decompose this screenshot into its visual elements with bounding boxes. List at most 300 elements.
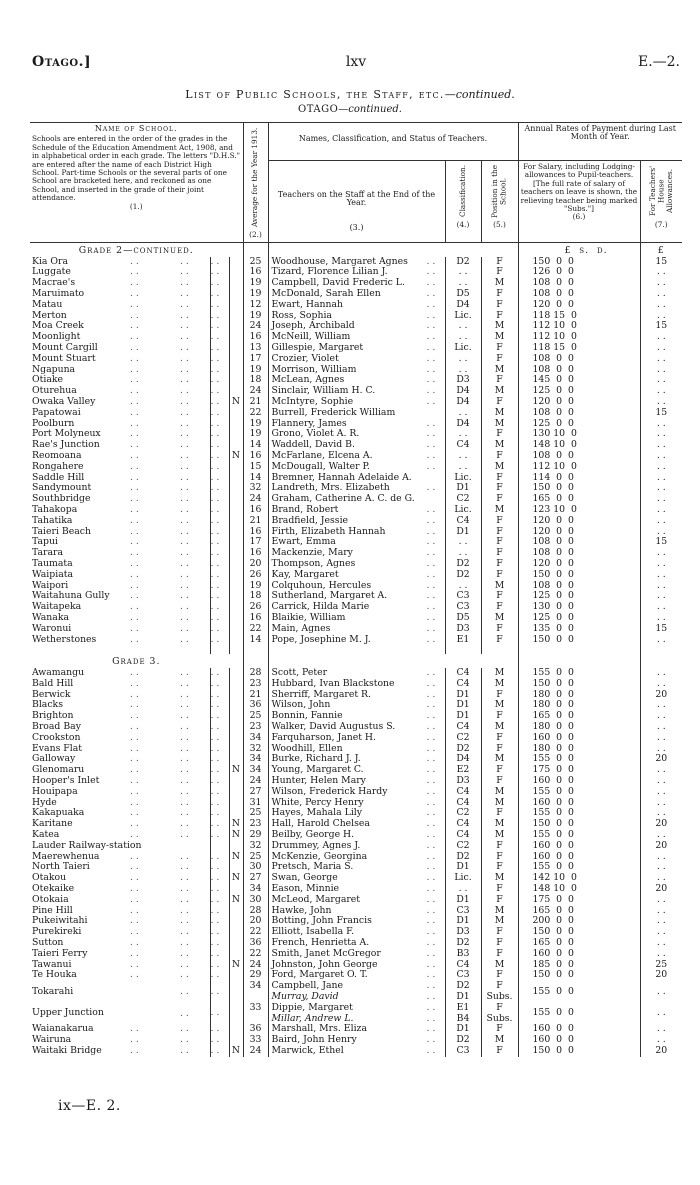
school-name-text: Macrae's: [32, 278, 76, 289]
leader-dots: . .: [130, 418, 139, 429]
school-name-text: Tahakopa: [32, 504, 78, 515]
school-name-text: Otekaike: [32, 884, 75, 895]
school-name-text: Wairuna: [32, 1035, 72, 1046]
position: F: [481, 1003, 518, 1014]
classification: . .: [445, 537, 481, 548]
teacher-name-text: Wilson, John: [271, 700, 331, 711]
leader-dots: . .: [426, 526, 436, 537]
leader-dots: . .: [426, 862, 436, 873]
teacher-name: [268, 852, 445, 863]
table-row: [30, 570, 682, 581]
school-marker: [229, 548, 243, 559]
table-row: [30, 267, 682, 278]
table-body: [30, 242, 682, 1056]
teacher-name-text: Botting, John Francis: [271, 916, 372, 927]
school-name: [30, 862, 210, 873]
salary: 165 0 0: [518, 906, 640, 917]
school-marker: [229, 440, 243, 451]
school-name-text: Te Houka: [32, 970, 77, 981]
school-name: [30, 386, 210, 397]
leader-dots: . .: [210, 906, 229, 917]
school-name: [30, 873, 210, 884]
leader-dots: . .: [180, 765, 189, 776]
house-allowance: 25: [640, 960, 682, 971]
leader-dots: . .: [426, 278, 436, 289]
leader-dots: . .: [426, 678, 436, 689]
leader-dots: . .: [130, 256, 139, 267]
average-attendance: 27: [243, 873, 268, 884]
classification: D4: [445, 754, 481, 765]
leader-dots: . .: [130, 299, 139, 310]
school-name-text: Katea: [32, 830, 60, 841]
leader-dots: . .: [426, 992, 436, 1002]
school-marker: [229, 949, 243, 960]
school-marker: [229, 981, 243, 1003]
leader-dots: . .: [210, 365, 229, 376]
leader-dots: . .: [210, 1003, 229, 1025]
leader-dots: . .: [210, 494, 229, 505]
salary: 160 0 0: [518, 798, 640, 809]
table-row: [30, 754, 682, 765]
leader-dots: . .: [180, 310, 189, 321]
salary: 126 0 0: [518, 267, 640, 278]
leader-dots: . .: [130, 634, 139, 645]
position: Subs.: [481, 992, 518, 1003]
average-attendance: 16: [243, 548, 268, 559]
school-name: [30, 711, 210, 722]
school-marker: [229, 754, 243, 765]
school-marker: [229, 884, 243, 895]
position: M: [481, 408, 518, 419]
position: M: [481, 873, 518, 884]
grade-heading-row: [30, 242, 682, 256]
classification: D4: [445, 397, 481, 408]
leader-dots: . .: [180, 634, 189, 645]
house-allowance: . .: [640, 668, 682, 679]
teacher-name-text: McNeill, William: [271, 332, 351, 343]
position: M: [481, 581, 518, 592]
leader-dots: . .: [210, 451, 229, 462]
leader-dots: . .: [210, 570, 229, 581]
school-name: [30, 744, 210, 755]
leader-dots: . .: [130, 884, 139, 895]
teacher-name: [268, 473, 445, 484]
teacher-name: [268, 257, 445, 268]
leader-dots: . .: [426, 959, 436, 970]
house-allowance: . .: [640, 798, 682, 809]
school-marker: [229, 722, 243, 733]
school-marker: [229, 1024, 243, 1035]
leader-dots: . .: [426, 1024, 436, 1035]
school-name-text: Blacks: [32, 700, 63, 711]
school-name: [30, 440, 210, 451]
salary: 150 0 0: [518, 257, 640, 268]
school-name-text: Houipapa: [32, 786, 78, 797]
classification: D1: [445, 862, 481, 873]
classification: C4: [445, 679, 481, 690]
classification: . .: [445, 278, 481, 289]
salary: 165 0 0: [518, 938, 640, 949]
page-footer: ix—E. 2.: [58, 1098, 121, 1114]
leader-dots: . .: [426, 938, 436, 949]
leader-dots: . .: [426, 711, 436, 722]
teacher-name-text: Kay, Margaret: [271, 569, 339, 580]
school-marker: N: [229, 1046, 243, 1057]
gap-cell: [30, 645, 210, 654]
average-attendance: 14: [243, 473, 268, 484]
classification: Lic.: [445, 311, 481, 322]
table-row: [30, 798, 682, 809]
salary: 185 0 0: [518, 960, 640, 971]
teacher-name-text: Pope, Josephine M. J.: [271, 634, 371, 645]
teacher-name-text: Carrick, Hilda Marie: [271, 602, 370, 613]
leader-dots: . .: [130, 894, 139, 905]
school-marker: [229, 591, 243, 602]
average-attendance: 25: [243, 852, 268, 863]
average-attendance: 32: [243, 483, 268, 494]
table-row: [30, 776, 682, 787]
table-row: [30, 852, 682, 863]
leader-dots: . .: [210, 257, 229, 268]
teacher-name: [268, 591, 445, 602]
school-name-text: Rae's Junction: [32, 440, 100, 451]
leader-dots: . .: [180, 948, 189, 959]
school-name: [30, 624, 210, 635]
position: F: [481, 289, 518, 300]
house-allowance: . .: [640, 559, 682, 570]
leader-dots: . .: [130, 407, 139, 418]
school-name: [30, 852, 210, 863]
school-name-text: Broad Bay: [32, 722, 81, 733]
leader-dots: . .: [210, 473, 229, 484]
school-name: [30, 321, 210, 332]
leader-dots: . .: [426, 504, 436, 515]
leader-dots: . .: [210, 548, 229, 559]
school-name-text: Tapui: [32, 537, 58, 548]
pounds-unit: £: [564, 244, 572, 256]
school-name: [30, 690, 210, 701]
leader-dots: . .: [130, 537, 139, 548]
leader-dots: . .: [426, 580, 436, 591]
school-name: [30, 559, 210, 570]
school-name-text: North Taieri: [32, 862, 90, 873]
teacher-name-text: Mackenzie, Mary: [271, 548, 353, 559]
position-column-header: Position in the School. (5.): [481, 161, 518, 243]
table-row: [30, 473, 682, 484]
leader-dots: . .: [210, 483, 229, 494]
teacher-name-text: Woodhill, Ellen: [271, 743, 343, 754]
average-attendance: 24: [243, 1046, 268, 1057]
teacher-name-text: McDougall, Walter P.: [271, 461, 370, 472]
leader-dots: . .: [180, 342, 189, 353]
average-attendance: 19: [243, 278, 268, 289]
house-allowance: . .: [640, 462, 682, 473]
school-name: [30, 1024, 210, 1035]
leader-dots: . .: [426, 1013, 436, 1024]
average-attendance: 19: [243, 365, 268, 376]
teacher-name: [268, 429, 445, 440]
house-allowance: . .: [640, 451, 682, 462]
classification: E1: [445, 1003, 481, 1014]
leader-dots: . .: [180, 754, 189, 765]
school-marker: [229, 841, 243, 852]
salary: 180 0 0: [518, 690, 640, 701]
salary: 108 0 0: [518, 278, 640, 289]
house-allowance: . .: [640, 744, 682, 755]
classification: D1: [445, 711, 481, 722]
leader-dots: . .: [130, 342, 139, 353]
house-allowance: . .: [640, 386, 682, 397]
teacher-name-text: Bonnin, Fannie: [271, 711, 343, 722]
average-attendance: 28: [243, 668, 268, 679]
school-name-text: Poolburn: [32, 418, 75, 429]
classification: C4: [445, 819, 481, 830]
salary: 160 0 0: [518, 1035, 640, 1046]
classification: C2: [445, 733, 481, 744]
table-row: [30, 278, 682, 289]
leader-dots: . .: [130, 916, 139, 927]
classification: C3: [445, 1046, 481, 1057]
classification: D3: [445, 927, 481, 938]
salary: 108 0 0: [518, 537, 640, 548]
classification: C4: [445, 722, 481, 733]
average-attendance: 15: [243, 462, 268, 473]
classification: D3: [445, 624, 481, 635]
leader-dots: . .: [180, 938, 189, 949]
school-marker: [229, 257, 243, 268]
school-name-text: Pukeiwitahi: [32, 916, 88, 927]
house-allowance: . .: [640, 527, 682, 538]
leader-dots: . .: [180, 602, 189, 613]
leader-dots: . .: [210, 591, 229, 602]
school-marker: [229, 386, 243, 397]
school-name: [30, 537, 210, 548]
table-row: [30, 690, 682, 701]
table-row: [30, 440, 682, 451]
leader-dots: . .: [210, 970, 229, 981]
teacher-name: [268, 624, 445, 635]
school-name: [30, 635, 210, 646]
school-name-text: Glenomaru: [32, 765, 85, 776]
school-name: [30, 960, 210, 971]
salary: 145 0 0: [518, 375, 640, 386]
table-row: [30, 429, 682, 440]
classification: C3: [445, 970, 481, 981]
leader-dots: . .: [130, 851, 139, 862]
teacher-name: [268, 830, 445, 841]
teacher-name: [268, 602, 445, 613]
table-row: [30, 332, 682, 343]
house-allowance: 15: [640, 624, 682, 635]
house-allowance: . .: [640, 808, 682, 819]
teacher-name: [268, 386, 445, 397]
leader-dots: . .: [426, 840, 436, 851]
classification: C2: [445, 494, 481, 505]
teacher-name-text: Walker, David Augustus S.: [271, 722, 396, 733]
average-attendance: 29: [243, 970, 268, 981]
school-marker: [229, 429, 243, 440]
school-name: [30, 429, 210, 440]
leader-dots: . .: [210, 267, 229, 278]
leader-dots: . .: [180, 786, 189, 797]
school-name-text: Awamangu: [32, 668, 85, 679]
table-row: [30, 1046, 682, 1057]
school-name-text: Mount Stuart: [32, 353, 96, 364]
house-allowance: . .: [640, 733, 682, 744]
document-code: E.—2.: [637, 54, 680, 70]
leader-dots: . .: [210, 862, 229, 873]
salary: 180 0 0: [518, 722, 640, 733]
leader-dots: . .: [180, 278, 189, 289]
teacher-name: [268, 906, 445, 917]
teacher-name: [268, 744, 445, 755]
leader-dots: . .: [130, 450, 139, 461]
teacher-name-text: McLeod, Margaret: [271, 894, 361, 905]
school-name-text: Tahatika: [32, 515, 73, 526]
teacher-name: [268, 581, 445, 592]
classification: C3: [445, 906, 481, 917]
leader-dots: . .: [426, 289, 436, 299]
house-allowance: 20: [640, 884, 682, 895]
gap-cell: [640, 645, 682, 654]
classification: D1: [445, 992, 481, 1003]
classification: Lic.: [445, 505, 481, 516]
leader-dots: . .: [210, 700, 229, 711]
leader-dots: . .: [426, 483, 436, 494]
school-name: [30, 1003, 210, 1025]
leader-dots: . .: [130, 797, 139, 808]
position: F: [481, 1024, 518, 1035]
teacher-name: [268, 668, 445, 679]
salary: 160 0 0: [518, 949, 640, 960]
average-attendance: 20: [243, 916, 268, 927]
leader-dots: . .: [210, 873, 229, 884]
classification: D1: [445, 700, 481, 711]
leader-dots: . .: [426, 450, 436, 461]
school-name-text: Wanaka: [32, 612, 69, 623]
position: F: [481, 808, 518, 819]
leader-dots: . .: [426, 689, 436, 700]
house-allowance: 15: [640, 321, 682, 332]
classification: . .: [445, 267, 481, 278]
teacher-name: [268, 787, 445, 798]
leader-dots: . .: [130, 569, 139, 580]
salary: 155 0 0: [518, 808, 640, 819]
teacher-name-text: Eason, Minnie: [271, 884, 340, 895]
teacher-name: [268, 527, 445, 538]
classification: D1: [445, 1024, 481, 1035]
position: M: [481, 321, 518, 332]
house-allowance: 20: [640, 819, 682, 830]
teacher-name: [268, 311, 445, 322]
school-name-text: Saddle Hill: [32, 472, 85, 483]
average-attendance: 34: [243, 754, 268, 765]
teacher-name: [268, 440, 445, 451]
teacher-name-text: Scott, Peter: [271, 668, 328, 679]
leader-dots: . .: [426, 722, 436, 733]
classification: D2: [445, 1035, 481, 1046]
leader-dots: . .: [180, 884, 189, 895]
classification: C4: [445, 798, 481, 809]
school-name-text: Purekireki: [32, 927, 82, 938]
average-attendance: 23: [243, 679, 268, 690]
leader-dots: . .: [180, 267, 189, 278]
classification: . .: [445, 408, 481, 419]
classification: D1: [445, 690, 481, 701]
teacher-name-text: Sinclair, William H. C.: [271, 386, 376, 397]
leader-dots: . .: [130, 515, 139, 526]
school-marker: [229, 278, 243, 289]
salary: 155 0 0: [518, 830, 640, 841]
school-name-text: Berwick: [32, 689, 71, 700]
leader-dots: . .: [180, 819, 189, 830]
leader-dots: . .: [426, 905, 436, 916]
classification: . .: [445, 354, 481, 365]
teacher-name-text: Grono, Violet A. R.: [271, 429, 360, 440]
school-name: [30, 278, 210, 289]
classification: D2: [445, 257, 481, 268]
average-attendance: 24: [243, 386, 268, 397]
school-marker: [229, 970, 243, 981]
classification: C2: [445, 808, 481, 819]
school-marker: [229, 635, 243, 646]
teacher-name: [268, 798, 445, 809]
teacher-name: [268, 841, 445, 852]
leader-dots: . .: [180, 289, 189, 299]
teacher-name-text: Tizard, Florence Lilian J.: [271, 267, 388, 278]
school-marker: N: [229, 960, 243, 971]
teacher-name-text: McLean, Agnes: [271, 375, 345, 386]
house-allowance: . .: [640, 483, 682, 494]
average-attendance: 36: [243, 1024, 268, 1035]
teacher-name: [268, 343, 445, 354]
leader-dots: . .: [426, 569, 436, 580]
school-name-text: Maerewhenua: [32, 851, 100, 862]
average-attendance: 33: [243, 1003, 268, 1025]
position: F: [481, 429, 518, 440]
school-name-text: Moa Creek: [32, 321, 84, 332]
teacher-name: [268, 700, 445, 711]
classification: E2: [445, 765, 481, 776]
school-name: [30, 819, 210, 830]
teacher-name-text: Farquharson, Janet H.: [271, 732, 376, 743]
leader-dots: . .: [130, 558, 139, 569]
position: Subs.: [481, 1014, 518, 1025]
average-attendance: 14: [243, 440, 268, 451]
salary: 108 0 0: [518, 365, 640, 376]
teacher-name-text: Colquhoun, Hercules: [271, 580, 372, 591]
position: M: [481, 419, 518, 430]
leader-dots: . .: [130, 353, 139, 364]
gap-cell: [243, 645, 268, 654]
school-marker: [229, 408, 243, 419]
school-marker: [229, 570, 243, 581]
table-row: [30, 808, 682, 819]
position: F: [481, 559, 518, 570]
house-allowance: 15: [640, 257, 682, 268]
school-marker: [229, 483, 243, 494]
average-attendance: 25: [243, 257, 268, 268]
school-marker: N: [229, 830, 243, 841]
school-name-text: Waitahuna Gully: [32, 591, 110, 602]
gap-cell: [229, 645, 243, 654]
leader-dots: . .: [130, 873, 139, 884]
house-allowance: . .: [640, 300, 682, 311]
position: F: [481, 451, 518, 462]
leader-dots: . .: [130, 396, 139, 407]
teacher-name-text: Campbell, Jane: [271, 981, 343, 992]
school-name: [30, 408, 210, 419]
